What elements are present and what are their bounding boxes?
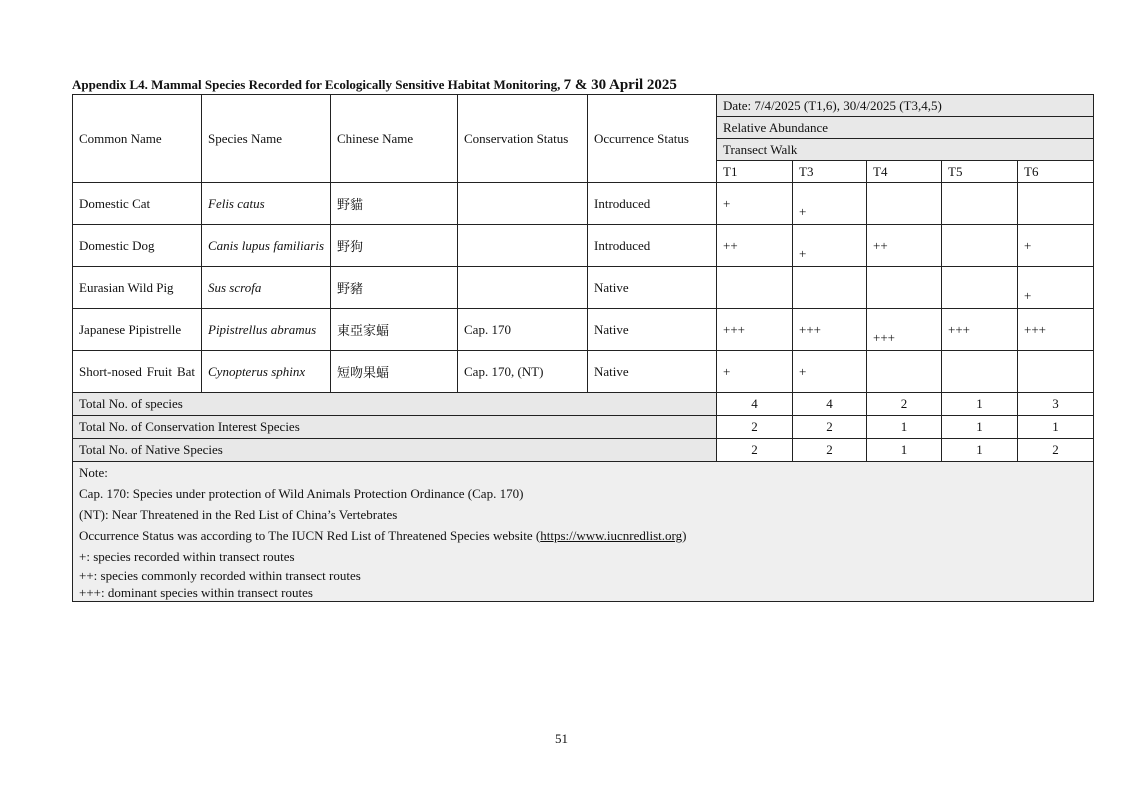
header-chinese-name: Chinese Name bbox=[331, 95, 458, 183]
abundance-t1: + bbox=[717, 351, 793, 393]
conservation-status bbox=[458, 225, 588, 267]
species-name: Sus scrofa bbox=[202, 267, 331, 309]
header-relative-abundance: Relative Abundance bbox=[717, 117, 1094, 139]
header-occurrence-status: Occurrence Status bbox=[588, 95, 717, 183]
header-species-name: Species Name bbox=[202, 95, 331, 183]
mammal-species-table bbox=[72, 94, 1094, 602]
table-row bbox=[73, 183, 1094, 225]
total-value: 2 bbox=[1018, 439, 1094, 462]
species-name: Pipistrellus abramus bbox=[202, 309, 331, 351]
abundance-t3: + bbox=[793, 225, 867, 267]
abundance-t4: ++ bbox=[867, 225, 942, 267]
conservation-status: Cap. 170 bbox=[458, 309, 588, 351]
common-name: Short-nosed Fruit Bat bbox=[73, 351, 202, 393]
title-dates: 7 & 30 April 2025 bbox=[563, 77, 677, 93]
note-heading: Note: bbox=[79, 465, 108, 480]
abundance-t5 bbox=[942, 225, 1018, 267]
abundance-t3: + bbox=[793, 351, 867, 393]
table-row bbox=[73, 225, 1094, 267]
note-plus3: +++: dominant species within transect routes bbox=[79, 585, 313, 600]
abundance-t4: +++ bbox=[867, 309, 942, 351]
total-value: 1 bbox=[867, 416, 942, 439]
header-conservation-status: Conservation Status bbox=[458, 95, 588, 183]
total-value: 2 bbox=[867, 393, 942, 416]
abundance-t4 bbox=[867, 351, 942, 393]
note-plus2: ++: species commonly recorded within transect routes bbox=[79, 568, 361, 583]
abundance-t1: + bbox=[717, 183, 793, 225]
total-value: 2 bbox=[717, 439, 793, 462]
iucn-link[interactable]: https://www.iucnredlist.org bbox=[540, 528, 683, 543]
header-transect: T3 bbox=[793, 161, 867, 183]
total-value: 4 bbox=[793, 393, 867, 416]
header-common-name: Common Name bbox=[73, 95, 202, 183]
total-label: Total No. of Conservation Interest Species bbox=[73, 416, 717, 439]
species-name: Canis lupus familiaris bbox=[202, 225, 331, 267]
abundance-t3: + bbox=[793, 183, 867, 225]
species-name: Felis catus bbox=[202, 183, 331, 225]
abundance-t4 bbox=[867, 267, 942, 309]
total-value: 1 bbox=[942, 416, 1018, 439]
occurrence-status: Introduced bbox=[588, 183, 717, 225]
abundance-t6 bbox=[1018, 351, 1094, 393]
occurrence-status: Native bbox=[588, 351, 717, 393]
common-name: Domestic Dog bbox=[73, 225, 202, 267]
table-row bbox=[73, 309, 1094, 351]
abundance-t5: +++ bbox=[942, 309, 1018, 351]
conservation-status bbox=[458, 267, 588, 309]
abundance-t6: + bbox=[1018, 267, 1094, 309]
occurrence-status: Introduced bbox=[588, 225, 717, 267]
total-conservation-interest-row bbox=[73, 416, 1094, 439]
common-name: Japanese Pipistrelle bbox=[73, 309, 202, 351]
abundance-t1: +++ bbox=[717, 309, 793, 351]
abundance-t3: +++ bbox=[793, 309, 867, 351]
header-transect: T1 bbox=[717, 161, 793, 183]
total-value: 1 bbox=[942, 393, 1018, 416]
header-transect: T6 bbox=[1018, 161, 1094, 183]
note-occurrence: Occurrence Status was according to The IUCN Red List of Threatened Species website (https://www.iucnredlist.org) bbox=[79, 528, 687, 543]
table-row bbox=[73, 267, 1094, 309]
note-nt: (NT): Near Threatened in the Red List of China’s Vertebrates bbox=[79, 507, 398, 522]
common-name: Eurasian Wild Pig bbox=[73, 267, 202, 309]
abundance-t5 bbox=[942, 351, 1018, 393]
abundance-t5 bbox=[942, 183, 1018, 225]
total-label: Total No. of species bbox=[73, 393, 717, 416]
abundance-t1: ++ bbox=[717, 225, 793, 267]
abundance-t3 bbox=[793, 267, 867, 309]
total-value: 2 bbox=[793, 439, 867, 462]
total-label: Total No. of Native Species bbox=[73, 439, 717, 462]
abundance-t6 bbox=[1018, 183, 1094, 225]
header-transect: T4 bbox=[867, 161, 942, 183]
conservation-status: Cap. 170, (NT) bbox=[458, 351, 588, 393]
chinese-name: 東亞家蝠 bbox=[331, 309, 458, 351]
species-name: Cynopterus sphinx bbox=[202, 351, 331, 393]
note-cap170: Cap. 170: Species under protection of Wild Animals Protection Ordinance (Cap. 170) bbox=[79, 486, 524, 501]
header-transect-walk: Transect Walk bbox=[717, 139, 1094, 161]
title-main: Appendix L4. Mammal Species Recorded for Ecologically Sensitive Habitat Monitoring, bbox=[72, 77, 564, 92]
conservation-status bbox=[458, 183, 588, 225]
page-number: 51 bbox=[555, 731, 568, 746]
total-value: 3 bbox=[1018, 393, 1094, 416]
occurrence-status: Native bbox=[588, 309, 717, 351]
common-name: Domestic Cat bbox=[73, 183, 202, 225]
occurrence-status: Native bbox=[588, 267, 717, 309]
abundance-t4 bbox=[867, 183, 942, 225]
total-value: 4 bbox=[717, 393, 793, 416]
total-value: 1 bbox=[1018, 416, 1094, 439]
chinese-name: 野貓 bbox=[331, 183, 458, 225]
header-survey-date: Date: 7/4/2025 (T1,6), 30/4/2025 (T3,4,5) bbox=[717, 95, 1094, 117]
page-title bbox=[72, 77, 677, 94]
notes-section bbox=[73, 462, 1094, 602]
chinese-name: 短吻果蝠 bbox=[331, 351, 458, 393]
abundance-t6: +++ bbox=[1018, 309, 1094, 351]
total-value: 1 bbox=[867, 439, 942, 462]
abundance-t1 bbox=[717, 267, 793, 309]
table-row bbox=[73, 351, 1094, 393]
total-species-row bbox=[73, 393, 1094, 416]
total-value: 1 bbox=[942, 439, 1018, 462]
abundance-t6: + bbox=[1018, 225, 1094, 267]
total-value: 2 bbox=[717, 416, 793, 439]
chinese-name: 野狗 bbox=[331, 225, 458, 267]
header-transect: T5 bbox=[942, 161, 1018, 183]
chinese-name: 野豬 bbox=[331, 267, 458, 309]
total-native-row bbox=[73, 439, 1094, 462]
note-plus1: +: species recorded within transect routes bbox=[79, 549, 295, 564]
abundance-t5 bbox=[942, 267, 1018, 309]
total-value: 2 bbox=[793, 416, 867, 439]
